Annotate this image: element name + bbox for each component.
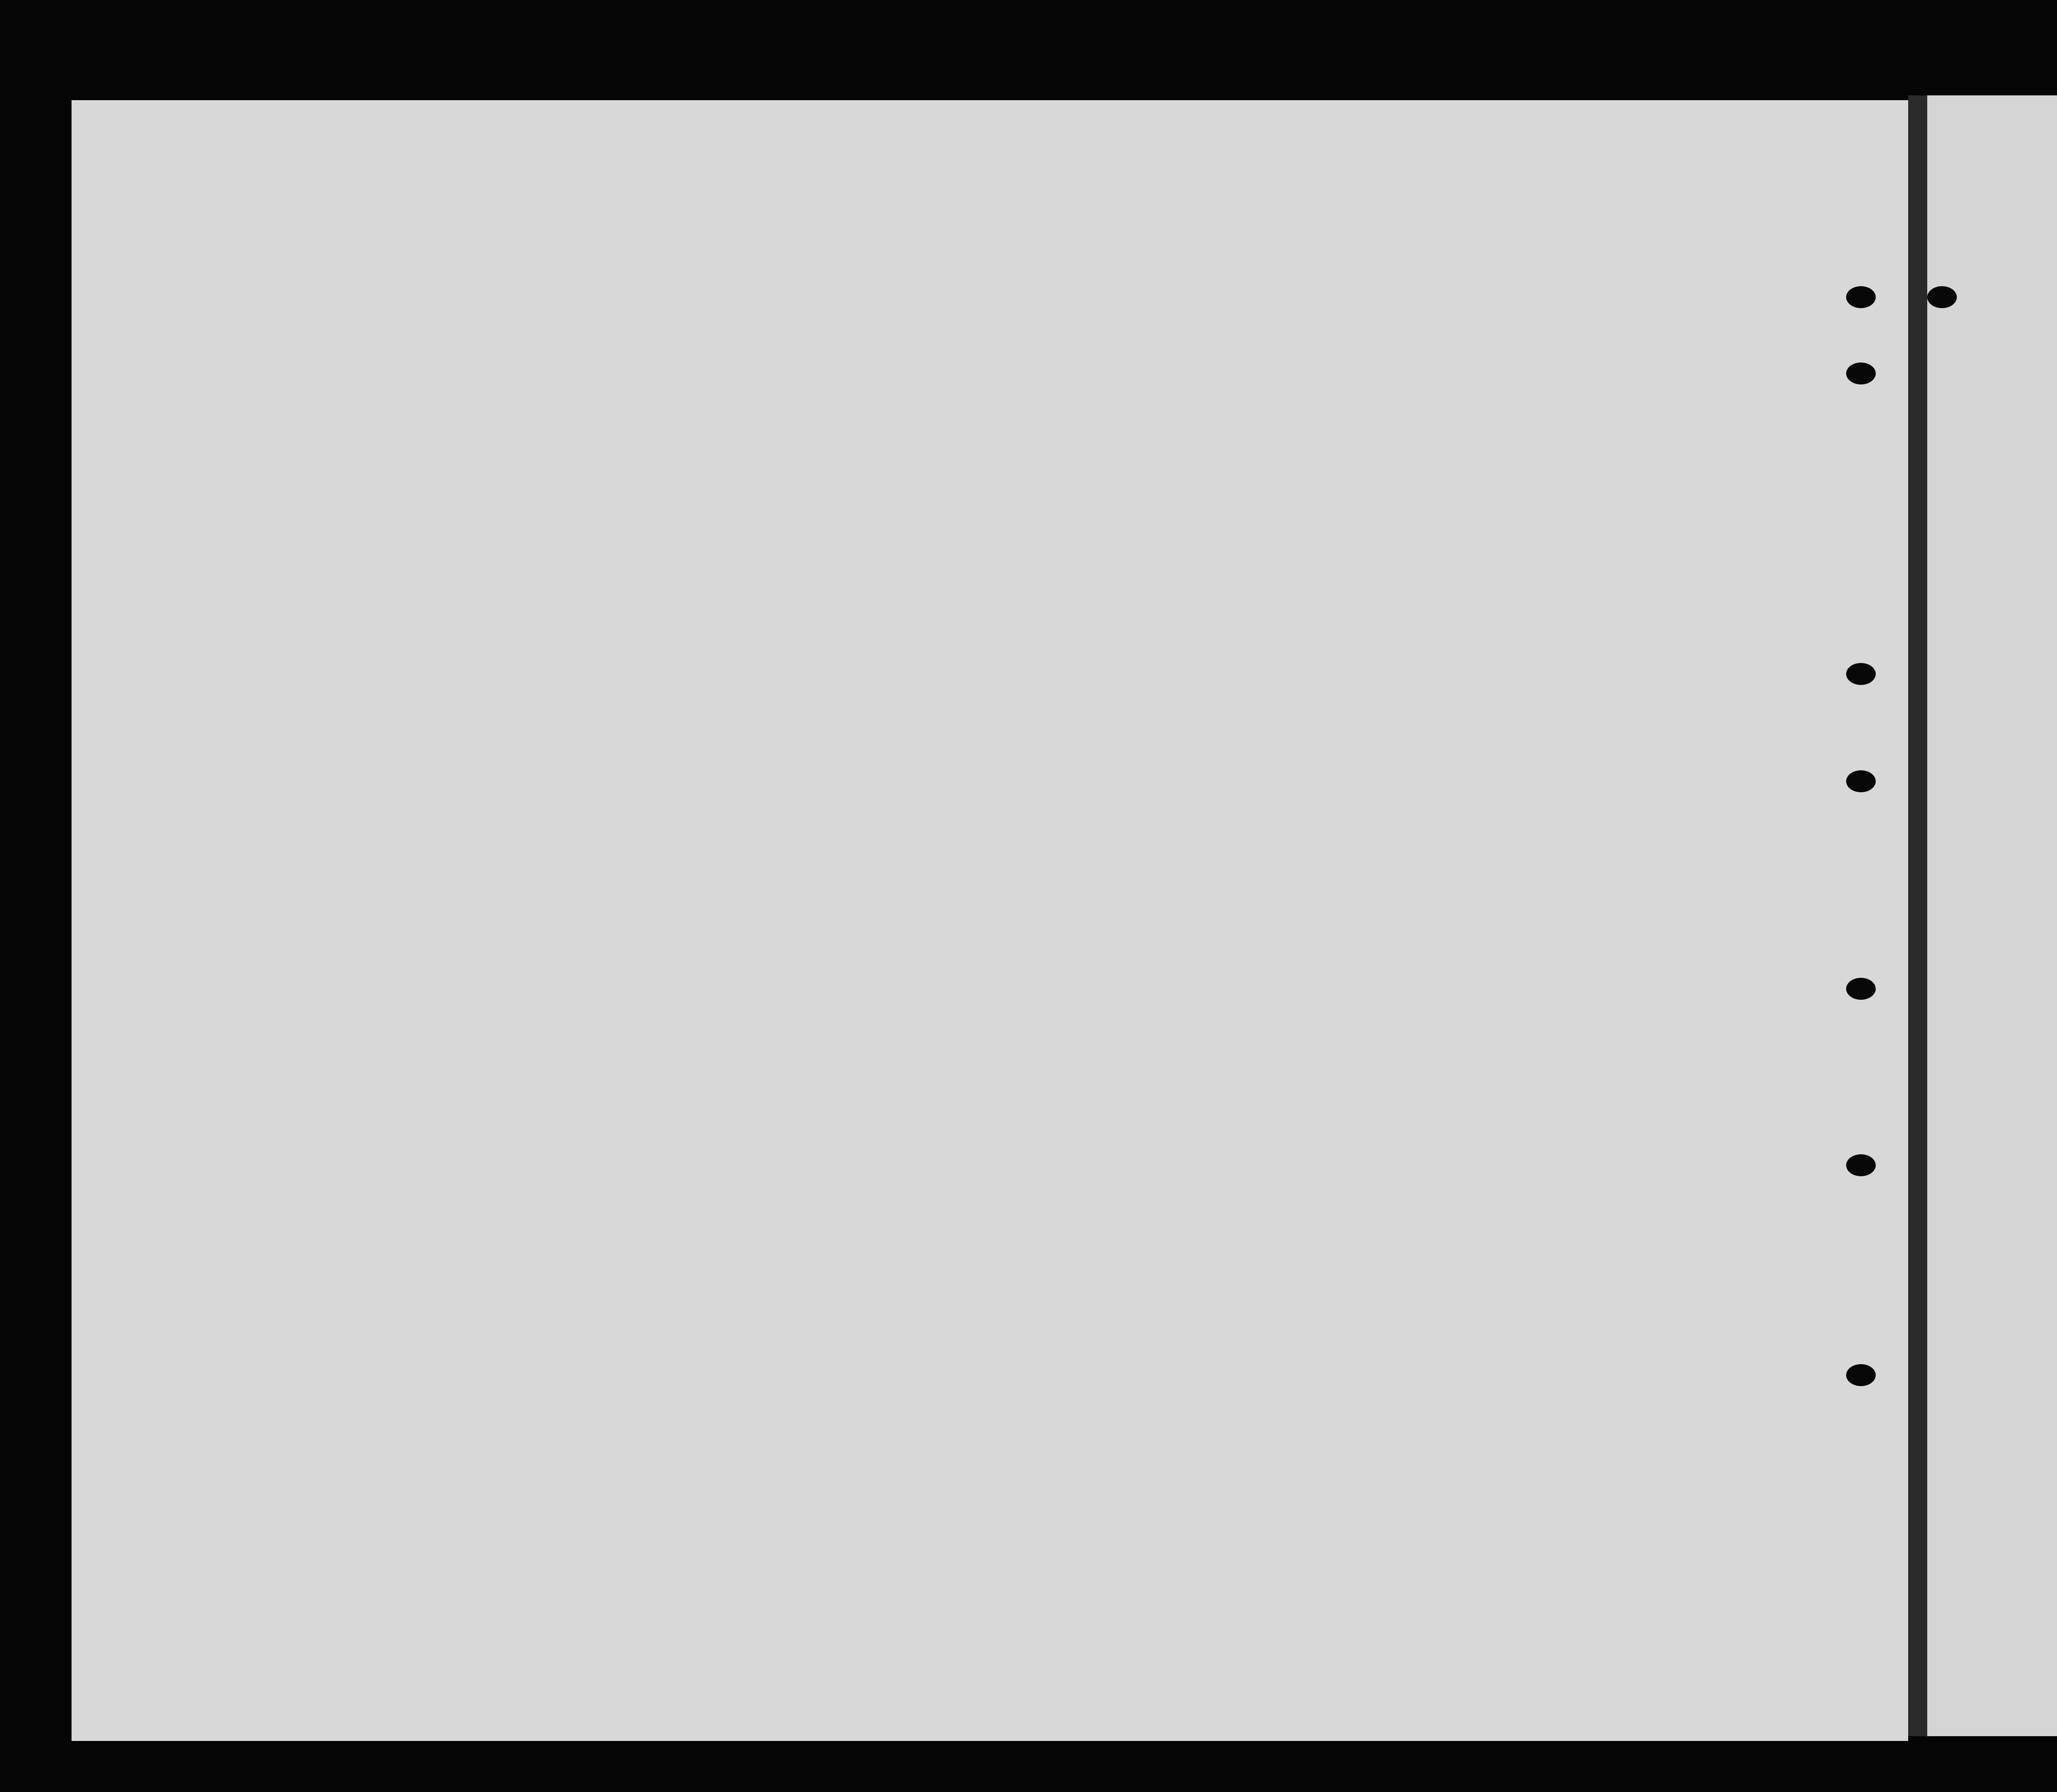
punch-hole [1846, 1154, 1876, 1176]
adjacent-sheet [1927, 95, 2057, 1736]
punch-hole [1846, 978, 1876, 1000]
punch-hole [1846, 363, 1876, 384]
manifest-sheet [72, 100, 1908, 1741]
page-fold [1908, 95, 1927, 1736]
punch-hole [1846, 1364, 1876, 1386]
punch-hole [1846, 770, 1876, 792]
punch-hole [1846, 286, 1876, 308]
punch-hole [1846, 663, 1876, 685]
punch-hole [1927, 286, 1957, 308]
